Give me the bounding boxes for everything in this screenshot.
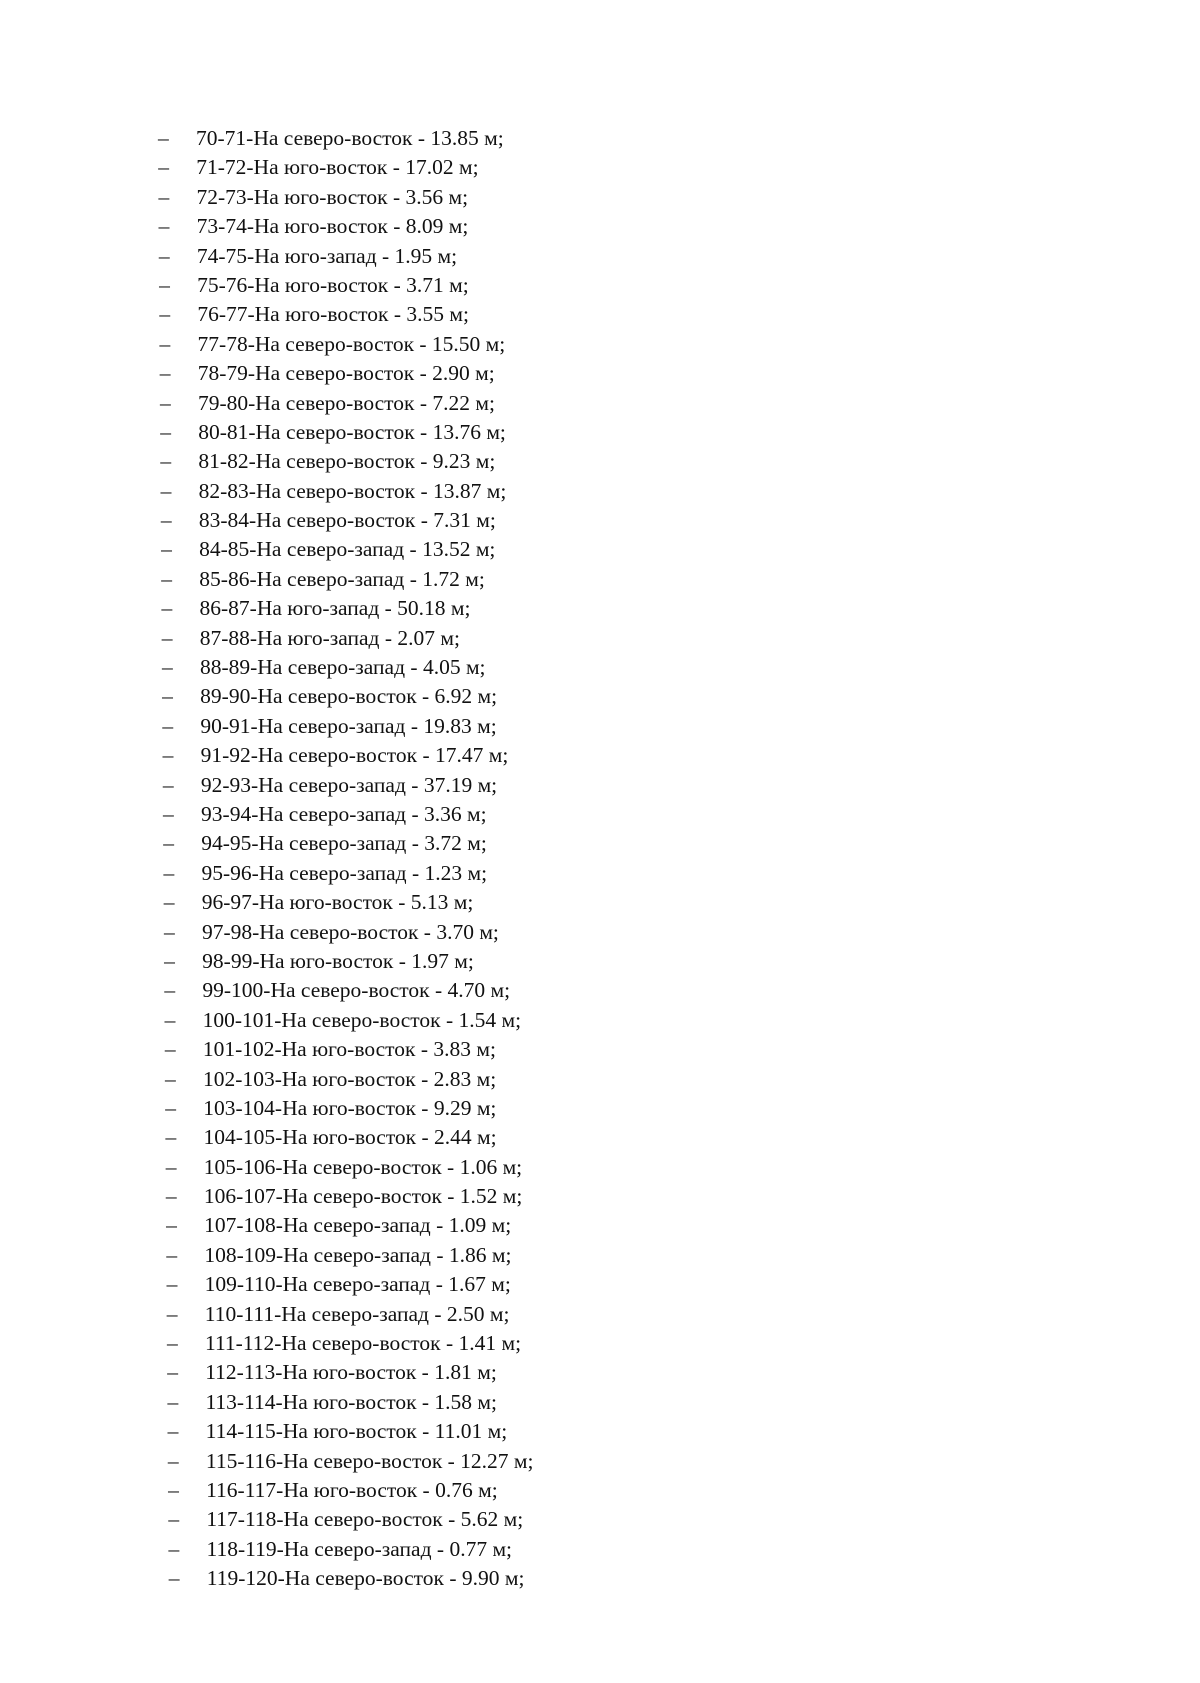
segment-text: 107-108-На северо-запад - 1.09 м; (204, 1213, 512, 1238)
list-item (158, 1505, 534, 1534)
bullet-dash: – (164, 948, 175, 973)
segment-text: 93-94-На северо-запад - 3.36 м; (201, 801, 487, 826)
segment-text: 80-81-На северо-восток - 13.76 м; (198, 419, 506, 444)
list-item (158, 1211, 534, 1240)
list-item (158, 124, 534, 153)
segment-text: 87-88-На юго-запад - 2.07 м; (199, 625, 460, 650)
segment-text: 79-80-На северо-восток - 7.22 м; (197, 390, 495, 415)
segment-text: 86-87-На юго-запад - 50.18 м; (199, 596, 471, 621)
bullet-dash: – (159, 302, 171, 327)
list-item (158, 565, 534, 594)
list-item (158, 653, 534, 682)
segment-text: 76-77-На юго-восток - 3.55 м; (197, 302, 469, 327)
bullet-dash: – (165, 1125, 177, 1150)
segment-text: 109-110-На северо-запад - 1.67 м; (204, 1272, 511, 1297)
segment-text: 99-100-На северо-восток - 4.70 м; (202, 978, 511, 1003)
list-item (158, 1006, 534, 1035)
bullet-dash: – (159, 390, 171, 415)
bullet-dash: – (165, 1154, 177, 1179)
segment-text: 97-98-На северо-восток - 3.70 м; (201, 919, 499, 944)
list-item (158, 1123, 534, 1152)
bullet-dash: – (159, 331, 171, 356)
segment-text: 114-115-На юго-восток - 11.01 м; (205, 1419, 508, 1444)
list-item (158, 1388, 534, 1417)
segment-text: 75-76-На юго-восток - 3.71 м; (197, 272, 469, 297)
bullet-dash: – (166, 1272, 178, 1297)
bullet-dash: – (163, 890, 175, 915)
list-item (158, 447, 534, 476)
segment-text: 90-91-На северо-запад - 19.83 м; (200, 713, 497, 738)
segment-text: 102-103-На юго-восток - 2.83 м; (203, 1066, 497, 1091)
segment-text: 101-102-На юго-восток - 3.83 м; (202, 1037, 496, 1062)
list-item (158, 594, 534, 623)
segment-text: 103-104-На юго-восток - 9.29 м; (203, 1095, 497, 1120)
bullet-dash: – (161, 596, 173, 621)
list-item (158, 1329, 534, 1358)
list-item (158, 330, 534, 359)
bullet-dash: – (167, 1331, 178, 1356)
segment-text: 81-82-На северо-восток - 9.23 м; (198, 449, 496, 474)
list-item (158, 1035, 534, 1064)
bullet-dash: – (168, 1536, 180, 1561)
bullet-dash: – (163, 919, 175, 944)
list-item (158, 888, 534, 917)
list-item (158, 1476, 534, 1505)
list-item (158, 1270, 534, 1299)
bullet-dash: – (168, 1566, 180, 1591)
bullet-dash: – (161, 566, 173, 591)
segment-text: 91-92-На северо-восток - 17.47 м; (200, 743, 509, 768)
list-item (158, 682, 534, 711)
list-item (158, 1535, 534, 1564)
bullet-dash: – (160, 419, 171, 444)
bullet-dash: – (161, 655, 173, 680)
list-item (158, 212, 534, 241)
list-item (158, 1153, 534, 1182)
bullet-dash: – (160, 478, 172, 503)
segment-text: 112-113-На юго-восток - 1.81 м; (205, 1360, 497, 1385)
bullet-dash: – (166, 1213, 177, 1238)
list-item (158, 1182, 534, 1211)
list-item (158, 506, 534, 535)
bullet-dash: – (162, 772, 174, 797)
list-item (158, 741, 534, 770)
list-item (158, 800, 534, 829)
list-item (158, 1094, 534, 1123)
bullet-dash: – (159, 272, 170, 297)
segment-text: 78-79-На северо-восток - 2.90 м; (197, 361, 495, 386)
segment-text: 98-99-На юго-восток - 1.97 м; (202, 948, 474, 973)
bullet-dash: – (167, 1360, 178, 1385)
bullet-dash: – (166, 1301, 178, 1326)
segment-text: 74-75-На юго-запад - 1.95 м; (196, 243, 458, 268)
bullet-dash: – (165, 1184, 177, 1209)
segment-text: 95-96-На северо-запад - 1.23 м; (201, 860, 488, 885)
segment-text: 100-101-На северо-восток - 1.54 м; (202, 1007, 522, 1032)
segment-text: 118-119-На северо-запад - 0.77 м; (206, 1536, 513, 1561)
bullet-dash: – (165, 1066, 176, 1091)
list-item (158, 242, 534, 271)
list-item (158, 976, 534, 1005)
segment-text: 84-85-На северо-запад - 13.52 м; (199, 537, 496, 562)
bullet-dash: – (159, 361, 171, 386)
segment-text: 77-78-На северо-восток - 15.50 м; (197, 331, 506, 356)
list-item (158, 859, 534, 888)
bullet-dash: – (161, 537, 172, 562)
bullet-dash: – (160, 508, 172, 533)
segment-text: 83-84-На северо-восток - 7.31 м; (198, 508, 496, 533)
bullet-dash: – (163, 831, 175, 856)
bullet-dash: – (162, 743, 174, 768)
list-item (158, 1065, 534, 1094)
bullet-dash: – (161, 625, 173, 650)
list-item (158, 153, 534, 182)
list-item (158, 771, 534, 800)
list-item (158, 389, 534, 418)
list-item (158, 183, 534, 212)
segment-text: 119-120-На северо-восток - 9.90 м; (206, 1566, 525, 1591)
list-item (158, 477, 534, 506)
segment-text: 94-95-На северо-запад - 3.72 м; (201, 831, 487, 856)
bullet-dash: – (164, 1037, 176, 1062)
bullet-dash: – (164, 978, 176, 1003)
list-item (158, 271, 534, 300)
list-item (158, 712, 534, 741)
list-item (158, 300, 534, 329)
bullet-dash: – (168, 1507, 180, 1532)
segment-text: 85-86-На северо-запад - 1.72 м; (199, 566, 485, 591)
segment-text: 113-114-На юго-восток - 1.58 м; (205, 1389, 498, 1414)
bullet-dash: – (158, 184, 170, 209)
segment-text: 106-107-На северо-восток - 1.52 м; (203, 1184, 523, 1209)
segment-text: 104-105-На юго-восток - 2.44 м; (203, 1125, 497, 1150)
segment-text: 88-89-На северо-запад - 4.05 м; (199, 655, 486, 680)
segment-text: 116-117-На юго-восток - 0.76 м; (206, 1477, 498, 1502)
bullet-dash: – (158, 126, 169, 150)
segment-text: 110-111-На северо-запад - 2.50 м; (204, 1301, 510, 1326)
bullet-dash: – (162, 713, 174, 738)
segment-text: 73-74-На юго-восток - 8.09 м; (196, 214, 469, 239)
list-item (158, 1417, 534, 1446)
boundary-segment-list (158, 124, 534, 1594)
segment-text: 70-71-На северо-восток - 13.85 м; (196, 126, 504, 150)
list-item (158, 1447, 534, 1476)
segment-text: 92-93-На северо-запад - 37.19 м; (200, 772, 498, 797)
bullet-dash: – (167, 1389, 179, 1414)
list-item (158, 1241, 534, 1270)
bullet-dash: – (167, 1448, 179, 1473)
bullet-dash: – (164, 1007, 176, 1032)
list-item (158, 535, 534, 564)
segment-text: 108-109-На северо-запад - 1.86 м; (204, 1242, 512, 1267)
bullet-dash: – (158, 214, 170, 239)
segment-text: 96-97-На юго-восток - 5.13 м; (201, 890, 474, 915)
list-item (158, 1564, 534, 1593)
list-item (158, 829, 534, 858)
list-item (158, 359, 534, 388)
bullet-dash: – (160, 449, 172, 474)
bullet-dash: – (158, 243, 170, 268)
bullet-dash: – (168, 1477, 179, 1502)
bullet-dash: – (162, 684, 173, 709)
bullet-dash: – (158, 155, 169, 180)
segment-text: 82-83-На северо-восток - 13.87 м; (198, 478, 507, 503)
segment-text: 105-106-На северо-восток - 1.06 м; (203, 1154, 523, 1179)
segment-text: 71-72-На юго-восток - 17.02 м; (196, 155, 479, 180)
segment-text: 72-73-На юго-восток - 3.56 м; (196, 184, 469, 209)
segment-text: 115-116-На северо-восток - 12.27 м; (205, 1448, 534, 1473)
bullet-dash: – (165, 1095, 176, 1120)
segment-text: 111-112-На северо-восток - 1.41 м; (205, 1331, 522, 1356)
list-item (158, 1358, 534, 1387)
segment-text: 117-118-На северо-восток - 5.62 м; (206, 1507, 524, 1532)
list-item (158, 918, 534, 947)
segment-text: 89-90-На северо-восток - 6.92 м; (200, 684, 498, 709)
list-item (158, 418, 534, 447)
list-item (158, 1300, 534, 1329)
list-item (158, 624, 534, 653)
list-item (158, 947, 534, 976)
bullet-dash: – (166, 1242, 178, 1267)
bullet-dash: – (163, 801, 174, 826)
bullet-dash: – (167, 1419, 179, 1444)
bullet-dash: – (163, 860, 175, 885)
